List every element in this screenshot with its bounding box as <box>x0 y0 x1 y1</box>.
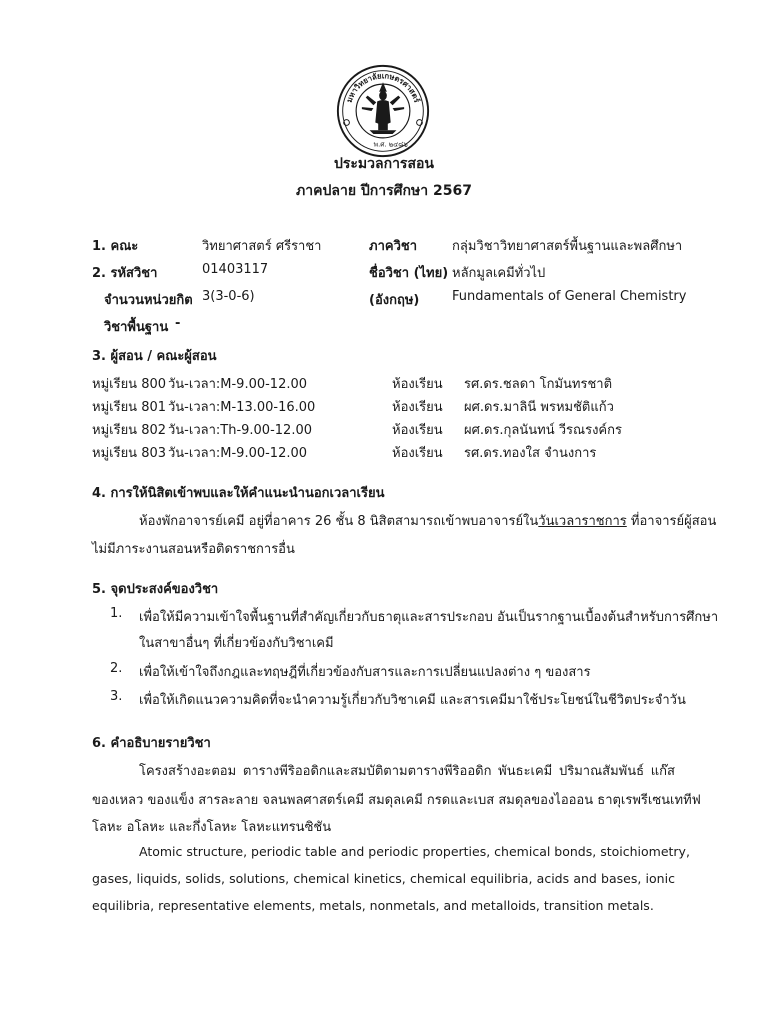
section-time: วัน-เวลา:Th-9.00-12.00 <box>168 423 312 438</box>
section-teacher: ผศ.ดร.กุลนันทน์ วีรณรงค์กร <box>464 423 622 438</box>
section-teacher: ผศ.ดร.มาลินี พรหมชัติแก้ว <box>464 400 614 415</box>
objective-text: เพื่อให้เกิดแนวความคิดที่จะนำความรู้เกี่ยวกับวิชาเคมี และสารเคมีมาใช้ประโยชน์ในชีวิตประจำวัน <box>139 693 686 708</box>
en-word: gases, <box>92 871 133 886</box>
section-time: วัน-เวลา:M-13.00-16.00 <box>168 400 316 415</box>
topic-word: พันธะเคมี <box>498 764 553 779</box>
advising-paragraph-line2: ไม่มีภาระงานสอนหรือติดราชการอื่น <box>92 542 295 557</box>
en-word: kinetics, <box>353 871 406 886</box>
topic-word: โครงสร้างอะตอม <box>139 764 237 779</box>
description-en-line3: equilibria, representative elements, metals, nonmetals, and metalloids, transition metals. <box>92 898 654 913</box>
objective-number: 2. <box>110 661 123 676</box>
topic-word: ตารางพีริออดิกและสมบัติตามตารางพีริออดิก <box>242 764 492 779</box>
advising-text: ห้องพักอาจารย์เคมี อยู่ที่อาคาร 26 ชั้น 8 นิสิตสามารถเข้าพบอาจารย์ใน <box>139 514 539 529</box>
en-word: equilibria, <box>470 871 533 886</box>
description-en-line2 <box>92 871 675 886</box>
university-seal-logo <box>335 63 431 159</box>
course-name-en-value: Fundamentals of General Chemistry <box>452 289 687 304</box>
en-word: chemical <box>409 871 467 886</box>
en-word: solids, <box>185 871 225 886</box>
section-number: หมู่เรียน 802 <box>92 423 167 438</box>
prerequisite-value: - <box>175 316 181 331</box>
section-teacher: รศ.ดร.ทองใส จำนงการ <box>464 446 597 461</box>
topic-word: ปริมาณสัมพันธ์ <box>558 764 645 779</box>
en-word: chemical <box>293 871 350 886</box>
en-word: and <box>573 871 597 886</box>
advising-paragraph-line1 <box>139 510 716 531</box>
faculty-label: 1. คณะ <box>92 239 139 254</box>
en-word: ionic <box>645 871 675 886</box>
objectives-heading: 5. จุดประสงค์ของวิชา <box>92 582 219 597</box>
prerequisite-label: วิชาพื้นฐาน <box>104 320 169 335</box>
department-value: กลุ่มวิชาวิทยาศาสตร์พื้นฐานและพลศึกษา <box>452 239 683 254</box>
advising-text-tail: ที่อาจารย์ผู้สอน <box>626 514 717 529</box>
objective-text: เพื่อให้มีความเข้าใจพื้นฐานที่สำคัญเกี่ยวกับธาตุและสารประกอบ อันเป็นรากฐานเบื้องต้นสำหรับการศึกษา <box>139 610 719 625</box>
term-year: ภาคปลาย ปีการศึกษา 2567 <box>296 183 472 199</box>
en-word: acids <box>536 871 570 886</box>
objective-text: เพื่อให้เข้าใจถึงกฎและทฤษฎีที่เกี่ยวข้องกับสารและการเปลี่ยนแปลงต่าง ๆ ของสาร <box>139 665 591 680</box>
section-number: หมู่เรียน 801 <box>92 400 167 415</box>
section-number: หมู่เรียน 803 <box>92 446 167 461</box>
objective-text-cont: ในสาขาอื่นๆ ที่เกี่ยวข้องกับวิชาเคมี <box>139 636 334 651</box>
course-code-value: 01403117 <box>202 262 269 277</box>
en-word: liquids, <box>136 871 182 886</box>
en-word: solutions, <box>229 871 290 886</box>
document-title: ประมวลการสอน <box>334 156 434 172</box>
department-label: ภาควิชา <box>369 239 417 254</box>
instructors-heading: 3. ผู้สอน / คณะผู้สอน <box>92 349 217 364</box>
course-name-en-label: (อังกฤษ) <box>369 293 420 308</box>
section-room-label: ห้องเรียน <box>392 423 443 438</box>
section-time: วัน-เวลา:M-9.00-12.00 <box>168 377 308 392</box>
faculty-value: วิทยาศาสตร์ ศรีราชา <box>202 239 322 254</box>
section-number: หมู่เรียน 800 <box>92 377 167 392</box>
en-word: bases, <box>601 871 642 886</box>
section-room-label: ห้องเรียน <box>392 446 443 461</box>
description-en-line1: Atomic structure, periodic table and periodic properties, chemical bonds, stoichiometry, <box>139 844 690 859</box>
objective-number: 3. <box>110 689 123 704</box>
section-time: วัน-เวลา:M-9.00-12.00 <box>168 446 308 461</box>
course-name-th-value: หลักมูลเคมีทั่วไป <box>452 266 546 281</box>
description-th-line1 <box>139 760 675 781</box>
topic-word: แก๊ส <box>650 764 675 779</box>
office-hours-emphasis: วันเวลาราชการ <box>538 514 627 529</box>
description-heading: 6. คำอธิบายรายวิชา <box>92 736 211 751</box>
seal-year-text: พ.ศ. ๒๔๘๖ <box>373 140 408 149</box>
advising-heading: 4. การให้นิสิตเข้าพบและให้คำแนะนำนอกเวลาเรียน <box>92 486 385 501</box>
seal-ring-text: มหาวิทยาลัยเกษตรศาสตร์ <box>344 71 422 104</box>
credits-value: 3(3-0-6) <box>202 289 255 304</box>
objective-number: 1. <box>110 606 123 621</box>
section-room-label: ห้องเรียน <box>392 400 443 415</box>
credits-label: จำนวนหน่วยกิต <box>104 293 193 308</box>
description-th-line2: ของเหลว ของแข็ง สารละลาย จลนพลศาสตร์เคมี สมดุลเคมี กรดและเบส สมดุลของไอออน ธาตุเรพรีเซนเททีฟ <box>92 793 701 808</box>
course-name-th-label: ชื่อวิชา (ไทย) <box>369 266 449 281</box>
course-code-label: 2. รหัสวิชา <box>92 266 158 281</box>
description-th-line3: โลหะ อโลหะ และกึ่งโลหะ โลหะแทรนซิชัน <box>92 820 332 835</box>
section-room-label: ห้องเรียน <box>392 377 443 392</box>
section-teacher: รศ.ดร.ชลดา โกมันทรชาติ <box>464 377 613 392</box>
